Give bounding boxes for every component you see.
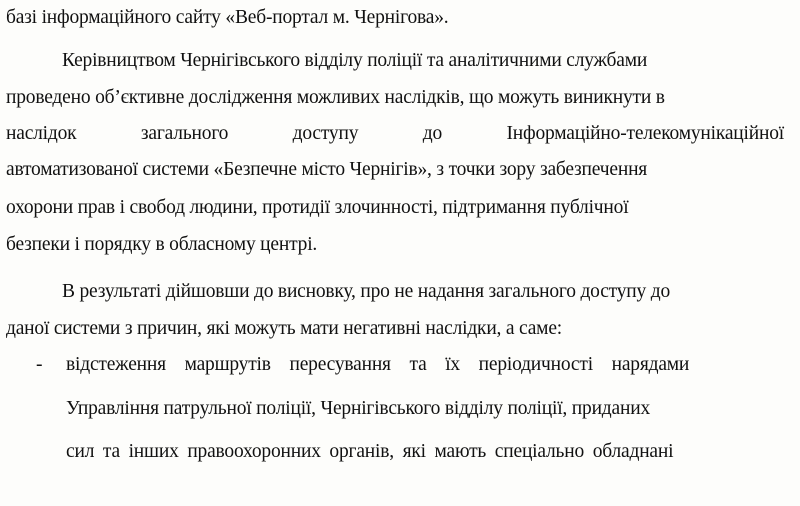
text-line-top: базі інформаційного сайту «Веб-портал м. Чернігова». bbox=[6, 7, 449, 28]
list-item-1-line-1: відстеження маршрутів пересування та їх періодичності нарядами bbox=[66, 354, 690, 375]
paragraph-1-line-2: проведено об’єктивне дослідження можливих наслідків, що можуть виникнути в bbox=[6, 87, 665, 108]
list-item-1-line-3: сил та інших правоохоронних органів, які мають спеціально обладнані bbox=[66, 441, 674, 462]
paragraph-1-line-4: автоматизованої системи «Безпечне місто Чернігів», з точки зору забезпечення bbox=[6, 159, 648, 180]
word: до bbox=[422, 123, 443, 144]
list-bullet: - bbox=[36, 354, 43, 375]
paragraph-1-line-3 bbox=[6, 122, 784, 146]
word: загального bbox=[140, 123, 229, 144]
list-item-1-line-2: Управління патрульної поліції, Чернігівського відділу поліції, приданих bbox=[66, 398, 650, 419]
word: доступу bbox=[292, 123, 359, 144]
paragraph-1-line-1: Керівництвом Чернігівського відділу поліції та аналітичними службами bbox=[62, 50, 648, 71]
paragraph-2-line-2: даної системи з причин, які можуть мати негативні наслідки, а саме: bbox=[6, 318, 562, 339]
paragraph-2-line-1: В результаті дійшовши до висновку, про не надання загального доступу до bbox=[62, 281, 671, 302]
paragraph-1-line-5: охорони прав і свобод людини, протидії злочинності, підтримання публічної bbox=[6, 197, 629, 218]
paragraph-1-line-6: безпеки і порядку в обласному центрі. bbox=[6, 234, 318, 255]
word: наслідок bbox=[6, 123, 77, 144]
word: Інформаційно-телекомунікаційної bbox=[506, 123, 784, 144]
